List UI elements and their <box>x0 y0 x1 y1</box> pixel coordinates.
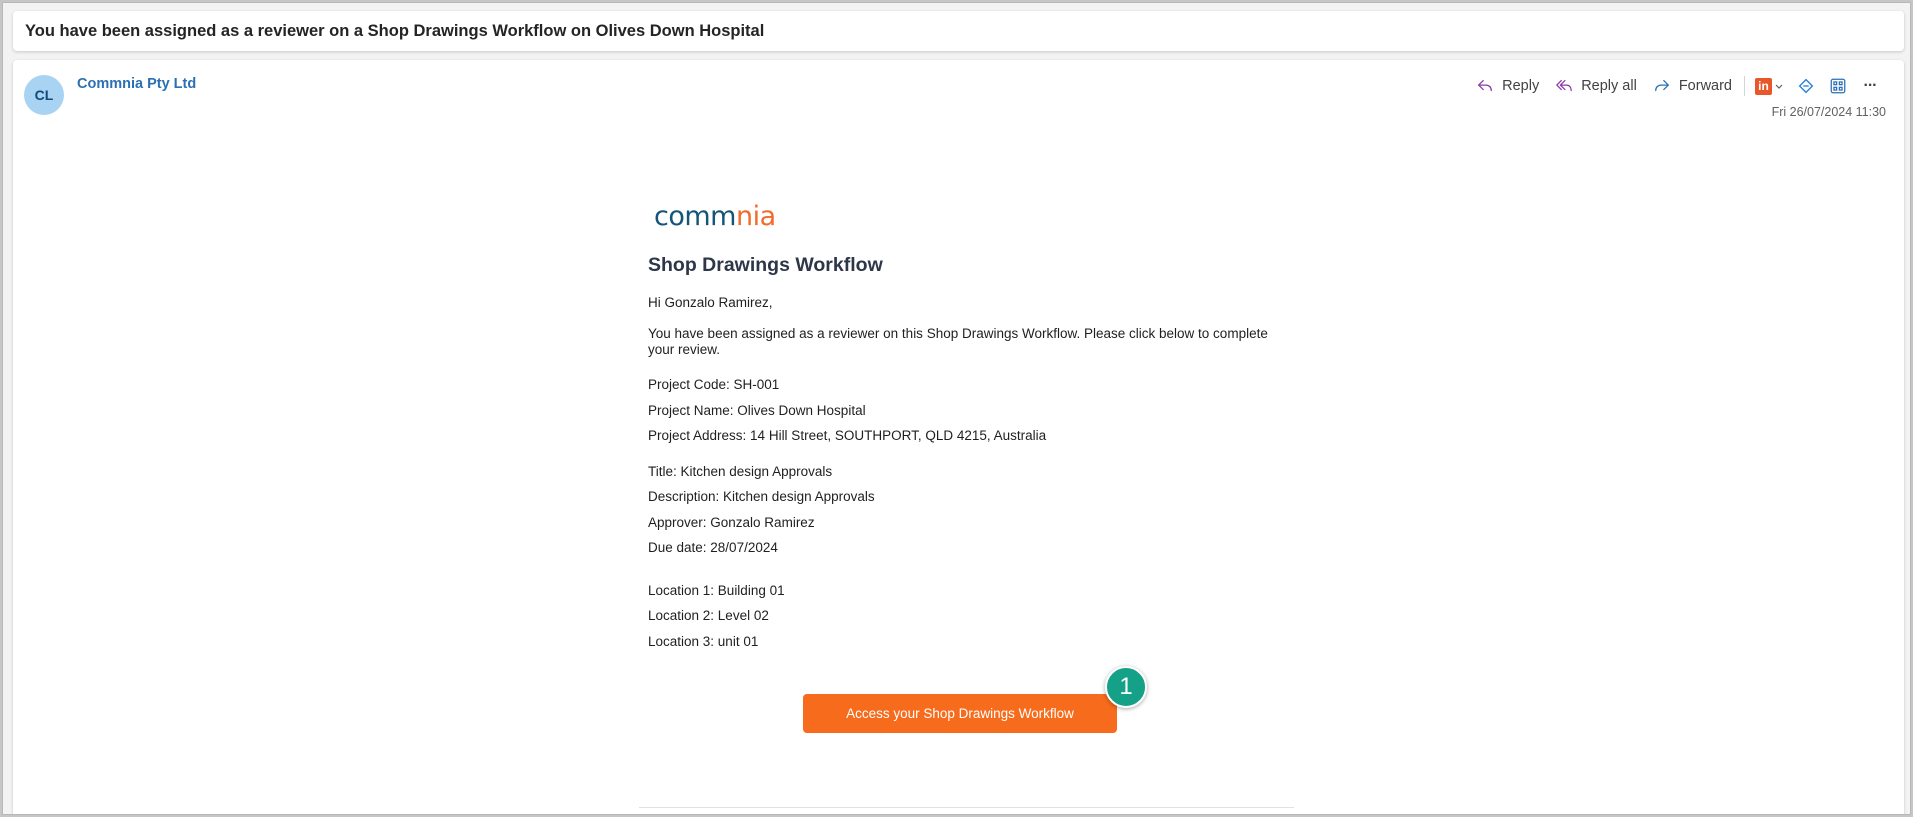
email-message-card <box>13 60 1904 815</box>
reply-all-button[interactable] <box>1547 73 1645 99</box>
forward-button[interactable] <box>1645 73 1740 99</box>
logo-text-part3: ia <box>752 200 776 232</box>
message-text: You have been assigned as a reviewer on this Shop Drawings Workflow. Please click below to complete your review. <box>648 326 1268 357</box>
email-subject: You have been assigned as a reviewer on a Shop Drawings Workflow on Olives Down Hospital <box>25 21 765 40</box>
reply-all-icon <box>1555 77 1573 95</box>
cta-container <box>648 673 1288 740</box>
email-body <box>648 200 1288 740</box>
apps-grid-button[interactable] <box>1822 73 1854 99</box>
project-address: Project Address: 14 Hill Street, SOUTHPORT, QLD 4215, Australia <box>648 428 1047 443</box>
toolbar-divider <box>1744 76 1745 96</box>
email-timestamp: Fri 26/07/2024 11:30 <box>1771 105 1886 119</box>
project-code: Project Code: SH-001 <box>648 377 780 392</box>
avatar-initials: CL <box>34 87 54 103</box>
apps-grid-icon <box>1829 77 1847 95</box>
forward-icon <box>1653 77 1671 95</box>
more-icon: ··· <box>1863 77 1877 94</box>
avatar[interactable] <box>24 75 64 115</box>
location-1: Location 1: Building 01 <box>648 582 785 598</box>
workflow-approver: Approver: Gonzalo Ramirez <box>648 514 815 530</box>
footer-divider <box>639 807 1294 808</box>
location-2: Location 2: Level 02 <box>648 608 769 623</box>
email-subject-bar <box>13 11 1904 51</box>
linkedin-button[interactable] <box>1749 73 1790 99</box>
forward-label: Forward <box>1678 78 1732 94</box>
greeting: Hi Gonzalo Ramirez, <box>648 295 773 310</box>
access-workflow-button[interactable]: Access your Shop Drawings Workflow <box>803 694 1117 733</box>
diamond-app-icon <box>1797 77 1815 95</box>
logo-text-part2: n <box>735 200 753 232</box>
workflow-details <box>648 459 1288 561</box>
workflow-item-title: Title: Kitchen design Approvals <box>648 463 833 479</box>
location-3: Location 3: unit 01 <box>648 633 759 649</box>
email-window <box>2 2 1911 815</box>
chevron-down-icon <box>1774 81 1784 91</box>
reply-icon <box>1476 77 1494 95</box>
location-details <box>648 578 1288 655</box>
workflow-title: Shop Drawings Workflow <box>648 254 883 276</box>
workflow-description: Description: Kitchen design Approvals <box>648 489 875 504</box>
project-details <box>648 372 1288 449</box>
project-name: Project Name: Olives Down Hospital <box>648 402 866 418</box>
sender-name[interactable]: Commnia Pty Ltd <box>77 76 197 92</box>
workflow-due-date: Due date: 28/07/2024 <box>648 540 778 555</box>
step-marker-badge: 1 <box>1105 666 1147 708</box>
logo-wordmark <box>654 201 776 232</box>
message-actions <box>1468 73 1886 99</box>
commnia-logo <box>654 200 1288 232</box>
diamond-app-button[interactable] <box>1790 73 1822 99</box>
reply-label: Reply <box>1502 78 1540 94</box>
more-button[interactable] <box>1854 73 1886 99</box>
reply-all-label: Reply all <box>1581 78 1637 94</box>
reply-button[interactable] <box>1468 73 1547 99</box>
logo-text-part1: comm <box>654 200 736 232</box>
linkedin-icon: in <box>1755 78 1772 95</box>
